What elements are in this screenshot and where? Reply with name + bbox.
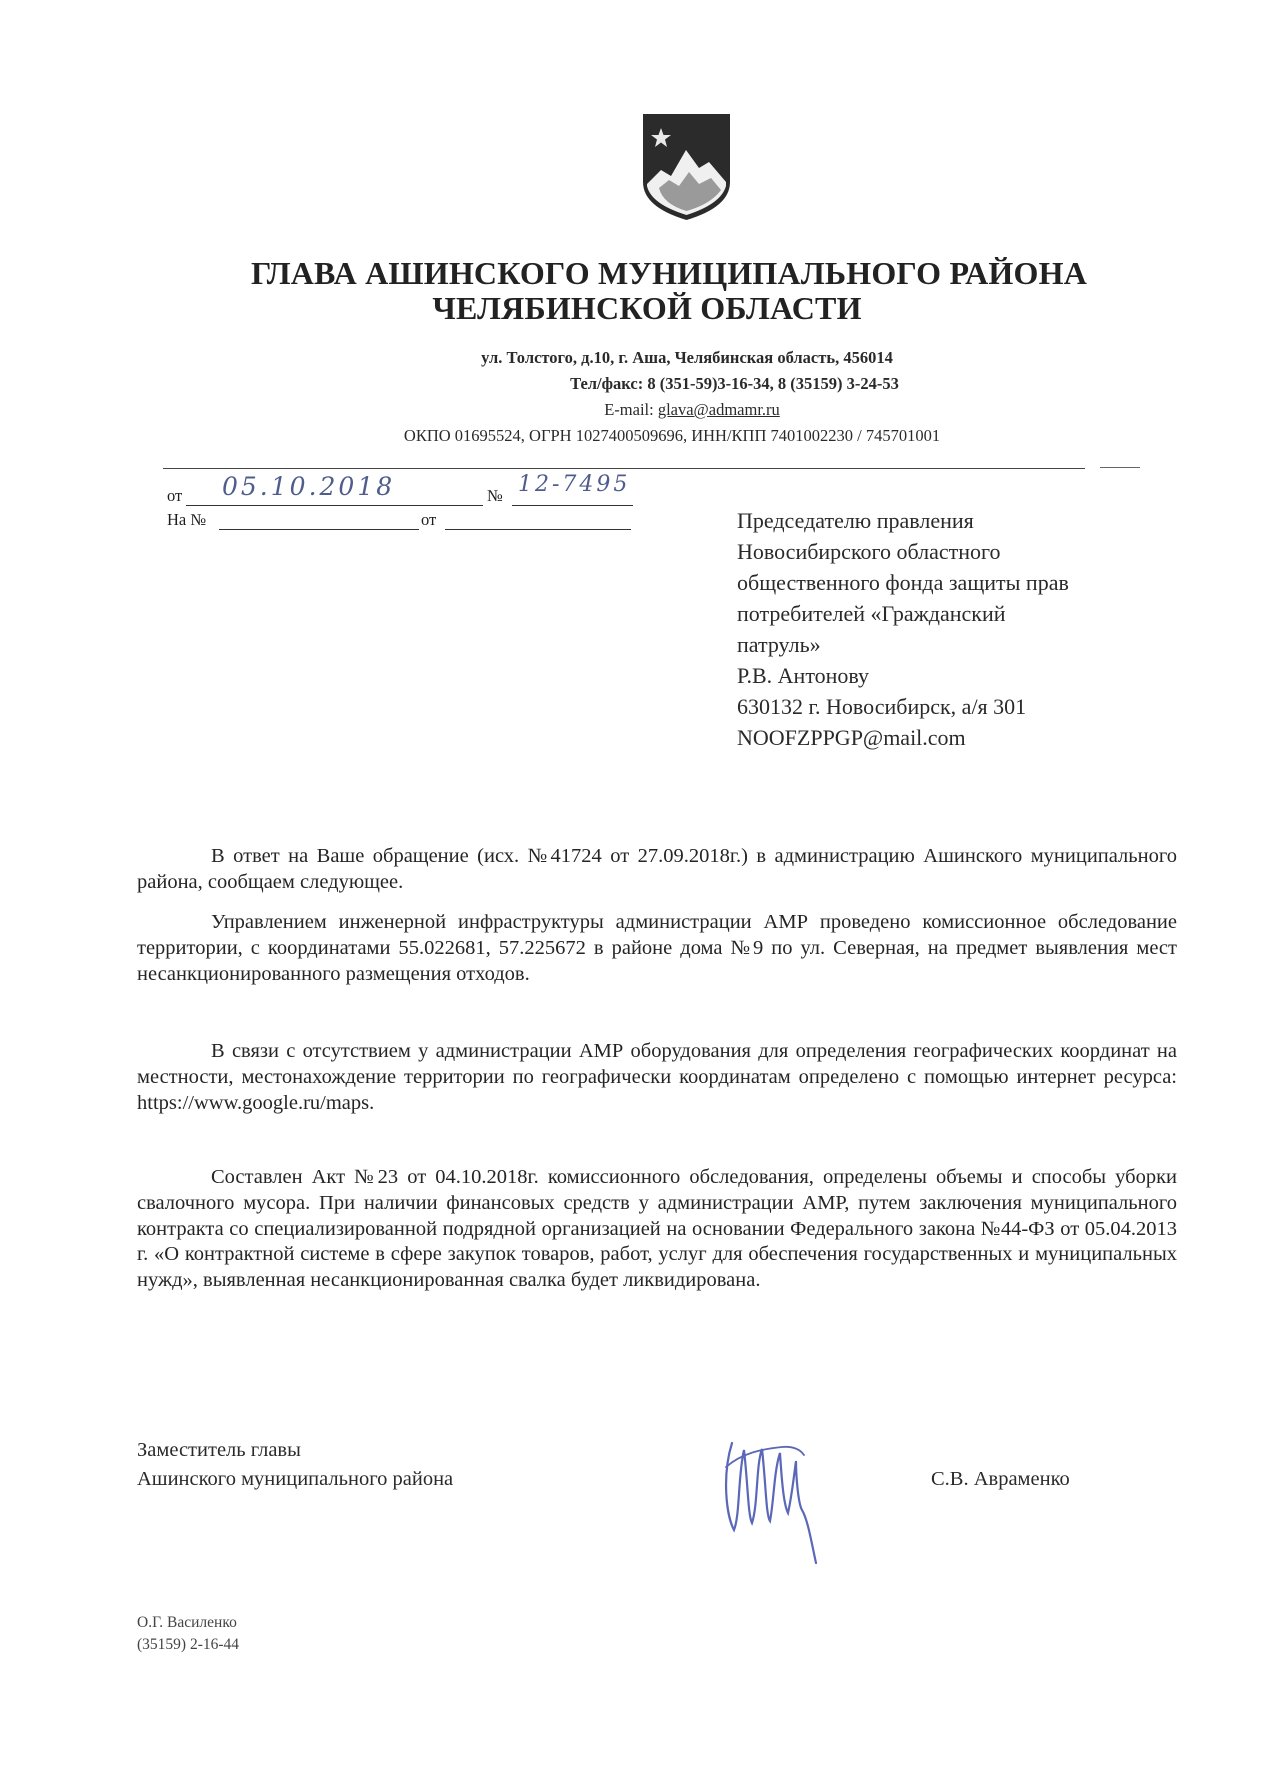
email-label: E-mail: [604, 400, 654, 419]
addressee-email: NOOFZPPGP@mail.com [737, 725, 966, 750]
header-phone: Тел/факс: 8 (351-59)3-16-34, 8 (35159) 3-24-53 [570, 374, 899, 393]
email-link[interactable]: glava@admamr.ru [657, 400, 780, 419]
header-divider [163, 468, 1085, 469]
addressee-block [737, 505, 1177, 753]
body-paragraph-4 [137, 1165, 1177, 1294]
reply-date-label: от [421, 510, 437, 529]
executor-name: О.Г. Василенко [137, 1614, 237, 1631]
body-paragraph-4-text: Составлен Акт №23 от 04.10.2018г. комиссионного обследования, определены объемы и способы уборки свалочного мусора. При наличии финансовых средств у администрации АМР, путем заключения муниципального контракта со специализированной подрядной организацией на основании Федерального закона №44-ФЗ от 05.04.2013 г. «О контрактной системе в сфере закупок товаров, работ, услуг для обеспечения государственных и муниципальных нужд», выявленная несанкционированная свалка будет ликвидирована. [137, 1166, 1177, 1292]
handwritten-signature [712, 1405, 822, 1570]
outgoing-number-line [512, 505, 633, 506]
signer-name: С.В. Авраменко [931, 1468, 1070, 1490]
outgoing-date-line [186, 505, 483, 506]
outgoing-number-label: № [487, 486, 503, 505]
addressee-line: патруль» [737, 632, 821, 657]
header-codes: ОКПО 01695524, ОГРН 1027400509696, ИНН/КПП 7401002230 / 745701001 [403, 426, 941, 445]
reply-date-line [445, 529, 631, 530]
header-address: ул. Толстого, д.10, г. Аша, Челябинская область, 456014 [481, 348, 893, 367]
body-paragraph-2-text: Управлением инженерной инфраструктуры администрации АМР проведено комиссионное обследование территории, с координатами 55.022681, 57.225672 в районе дома №9 по ул. Северная, на предмет выявления мест несанкционированного размещения отходов. [137, 911, 1177, 985]
body-paragraph-1 [137, 844, 1177, 896]
addressee-line: потребителей «Гражданский [737, 601, 1006, 626]
addressee-line: Новосибирского областного [737, 539, 1001, 564]
header-title-line2: ЧЕЛЯБИНСКОЙ ОБЛАСТИ [432, 290, 862, 326]
executor-phone: (35159) 2-16-44 [137, 1636, 240, 1653]
signer-position-line2: Ашинского муниципального района [137, 1468, 454, 1490]
header-divider-tail [1100, 467, 1140, 468]
addressee-line: 630132 г. Новосибирск, а/я 301 [737, 694, 1027, 719]
reply-number-label: На № [167, 510, 207, 529]
outgoing-number-handwritten: 12-7495 [518, 472, 631, 497]
body-paragraph-2 [137, 910, 1177, 987]
outgoing-date-label: от [167, 486, 183, 505]
header-email-line [0, 400, 1264, 420]
header-title-line1: ГЛАВА АШИНСКОГО МУНИЦИПАЛЬНОГО РАЙОНА [250, 255, 1088, 291]
addressee-line: Р.В. Антонову [737, 663, 870, 688]
addressee-line: общественного фонда защиты прав [737, 570, 1069, 595]
body-paragraph-1-text: В ответ на Ваше обращение (исх. №41724 от 27.09.2018г.) в администрацию Ашинского муниципального района, сообщаем следующее. [137, 845, 1177, 893]
body-paragraph-3 [137, 1039, 1177, 1116]
addressee-line: Председателю правления [737, 508, 974, 533]
body-paragraph-3-text: В связи с отсутствием у администрации АМР оборудования для определения географических координат на местности, местонахождение территории по географически координатам определено с помощью интернет ресурса: https://www.google.ru/maps. [137, 1040, 1177, 1114]
coat-of-arms-emblem [641, 112, 732, 222]
reply-number-line [219, 529, 419, 530]
signer-position-line1: Заместитель главы [137, 1439, 301, 1461]
outgoing-date-handwritten: 05.10.2018 [222, 472, 396, 501]
